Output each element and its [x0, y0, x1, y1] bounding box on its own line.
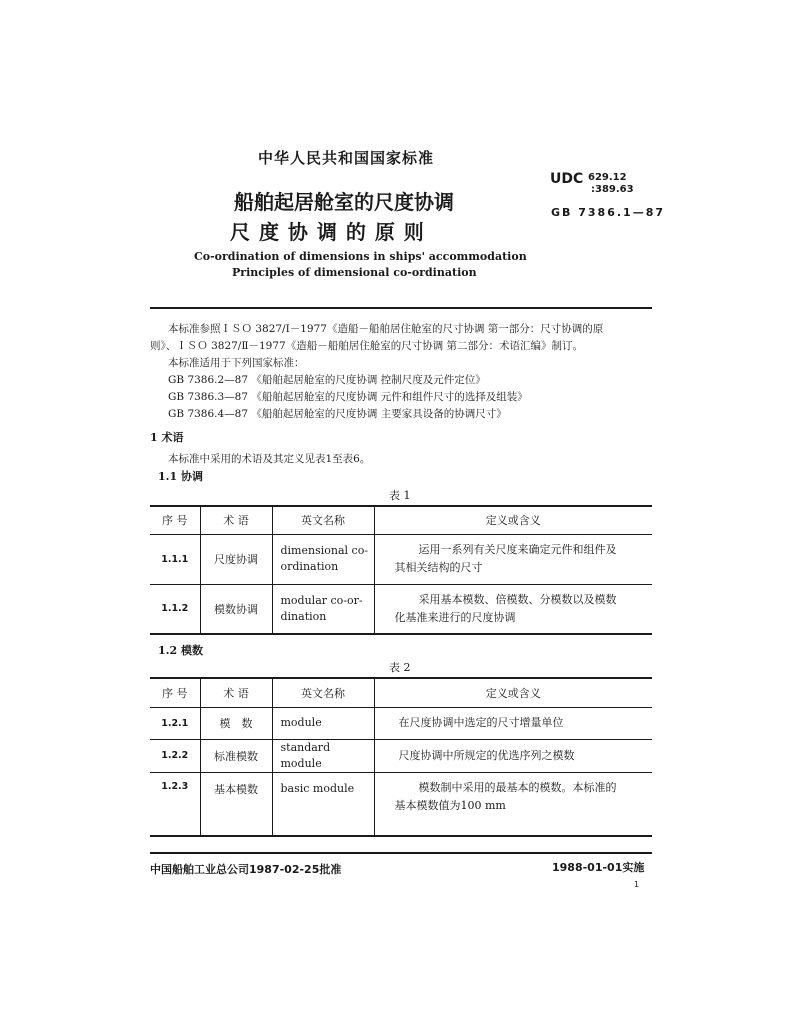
english-name: basic module	[272, 772, 374, 836]
english-name: dimensional co- ordination	[272, 534, 374, 584]
table-caption: 表 2	[389, 661, 411, 674]
header-rule	[150, 307, 652, 309]
column-header: 英文名称	[272, 506, 374, 534]
term: 尺度协调	[200, 534, 272, 584]
page-number: 1	[634, 880, 640, 889]
column-header: 术 语	[200, 506, 272, 534]
column-header: 英文名称	[272, 678, 374, 707]
term: 标准模数	[200, 739, 272, 772]
reference-standard: GB 7386.2—87 《船舶起居舱室的尺度协调 控制尺度及元件定位》	[168, 374, 486, 386]
subsection-heading: 1.2 模数	[158, 644, 203, 657]
approval-statement: 中国船舶工业总公司1987-02-25批准	[150, 863, 342, 876]
column-header: 序 号	[150, 506, 200, 534]
term: 基本模数	[200, 772, 272, 836]
row-number: 1.2.2	[150, 739, 200, 772]
definition: 运用一系列有关尺度来确定元件和组件及 其相关结构的尺寸	[394, 543, 617, 574]
reference-standard: GB 7386.3—87 《船舶起居舱室的尺度协调 元件和组件尺寸的选择及组装》	[168, 391, 528, 403]
section-text: 本标准中采用的术语及其定义见表1至表6。	[168, 453, 371, 465]
definition: 在尺度协调中选定的尺寸增量单位	[398, 716, 564, 729]
section-heading: 1 术语	[150, 431, 184, 444]
intro-paragraph-line2: 则》、ＩＳＯ 3827/Ⅱ－1977《造船－船舶居住舱室的尺寸协调 第二部分：术语汇编》制订。	[150, 340, 584, 352]
column-header: 定义或含义	[485, 514, 541, 528]
column-header: 序 号	[150, 678, 200, 707]
english-name: modular co-or- dination	[272, 584, 374, 634]
row-number: 1.2.1	[150, 707, 200, 739]
terms-table-1	[150, 505, 652, 635]
terms-table-2	[150, 677, 652, 837]
title-en-line1: Co-ordination of dimensions in ships' accommodation	[194, 250, 527, 263]
intro-paragraph-line1: 本标准参照ＩＳＯ 3827/Ⅰ－1977《造船－船舶居住舱室的尺寸协调 第一部分：尺寸协调的原	[168, 323, 604, 335]
udc-number-2: :389.63	[591, 184, 634, 195]
udc-label: UDC	[550, 171, 584, 187]
reference-standard: GB 7386.4—87 《船舶起居舱室的尺度协调 主要家具设备的协调尺寸》	[168, 408, 507, 420]
column-header: 定义或含义	[485, 686, 541, 700]
udc-number-1: 629.12	[588, 172, 627, 183]
definition: 尺度协调中所规定的优选序列之模数	[398, 748, 575, 762]
table-row	[150, 584, 652, 634]
table-caption: 表 1	[389, 489, 411, 502]
row-number: 1.2.3	[150, 772, 200, 836]
english-name: module	[272, 707, 374, 739]
table-row	[150, 739, 652, 772]
gb-standard-number: GB 7386.1—87	[551, 206, 665, 219]
term: 模数协调	[200, 584, 272, 634]
title-zh-line2: 尺 度 协 调 的 原 则	[230, 220, 425, 244]
table-row	[150, 707, 652, 739]
table-row	[150, 534, 652, 584]
title-zh-line1: 船舶起居舱室的尺度协调	[234, 190, 454, 214]
row-number: 1.1.1	[150, 534, 200, 584]
term: 模 数	[200, 707, 272, 739]
implementation-date: 1988-01-01实施	[552, 861, 645, 874]
english-name: standard module	[272, 739, 374, 772]
definition: 采用基本模数、倍模数、分模数以及模数 化基准来进行的尺度协调	[394, 592, 617, 624]
table-row	[150, 772, 652, 836]
title-en-line2: Principles of dimensional co-ordination	[232, 266, 477, 279]
definition: 模数制中采用的最基本的模数。本标准的 基本模数值为100 mm	[394, 780, 617, 812]
column-header: 术 语	[200, 678, 272, 707]
footer-rule	[150, 852, 652, 854]
row-number: 1.1.2	[150, 584, 200, 634]
applicability-text: 本标准适用于下列国家标准：	[168, 357, 305, 369]
subsection-heading: 1.1 协调	[158, 470, 203, 483]
national-standard-heading: 中华人民共和国国家标准	[258, 149, 435, 167]
